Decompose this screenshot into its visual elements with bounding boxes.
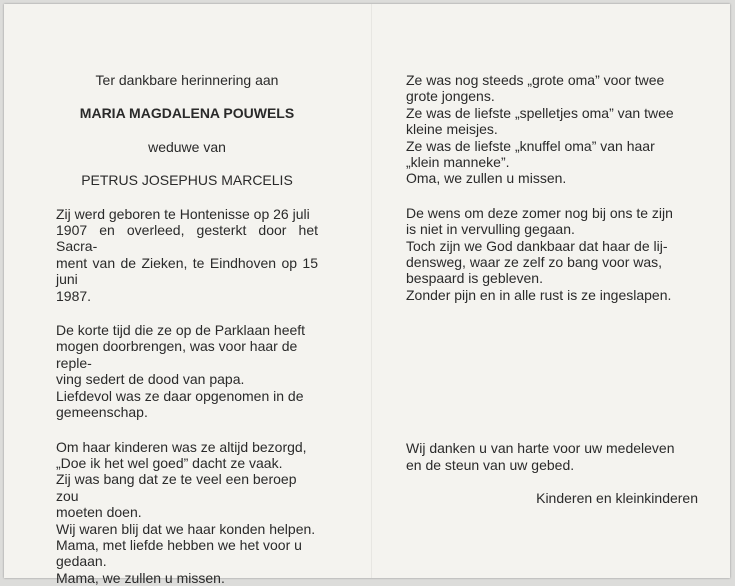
paragraph-line: Ze was de liefste „spelletjes oma” van twee <box>406 105 694 121</box>
paragraph-line: „klein manneke”. <box>406 154 694 170</box>
paragraph-line: Toch zijn we God dankbaar dat haar de lij- <box>406 238 694 254</box>
paragraph-line: Ze was nog steeds „grote oma” voor twee <box>406 72 694 88</box>
parklaan-paragraph <box>56 322 318 420</box>
widow-of-text: weduwe van <box>56 139 318 155</box>
paragraph-line: grote jongens. <box>406 88 694 104</box>
card-fold <box>371 4 372 578</box>
paragraph-line: en de steun van uw gebed. <box>406 457 698 474</box>
paragraph-line: Ze was de liefste „knuffel oma” van haar <box>406 138 694 154</box>
paragraph-line: Wij waren blij dat we haar konden helpen. <box>56 521 318 537</box>
paragraph-line: Wij danken u van harte voor uw medeleven <box>406 440 698 457</box>
paragraph-line: Zij was bang dat ze te veel een beroep zou <box>56 471 318 504</box>
paragraph-line: gedaan. <box>56 553 318 569</box>
thanks-paragraph <box>406 440 698 474</box>
paragraph-line: kleine meisjes. <box>406 121 694 137</box>
paragraph-line: Om haar kinderen was ze altijd bezorgd, <box>56 439 318 455</box>
paragraph-line: Oma, we zullen u missen. <box>406 170 694 186</box>
paragraph-line: Zonder pijn en in alle rust is ze ingeslapen. <box>406 287 694 303</box>
paragraph-line: Mama, met liefde hebben we het voor u <box>56 537 318 553</box>
deceased-name: MARIA MAGDALENA POUWELS <box>56 105 318 121</box>
intro-text: Ter dankbare herinnering aan <box>56 72 318 88</box>
paragraph-line: „Doe ik het wel goed” dacht ze vaak. <box>56 455 318 471</box>
paragraph-line: ment van de Zieken, te Eindhoven op 15 juni <box>56 255 318 288</box>
paragraph-line: moeten doen. <box>56 504 318 520</box>
right-page <box>406 72 694 303</box>
paragraph-line: is niet in vervulling gegaan. <box>406 221 694 237</box>
paragraph-line: 1987. <box>56 288 318 304</box>
wish-paragraph <box>406 205 694 303</box>
paragraph-line: gemeenschap. <box>56 404 318 420</box>
paragraph-line: ving sedert de dood van papa. <box>56 371 318 387</box>
paragraph-line: Zij werd geboren te Hontenisse op 26 juli <box>56 206 318 222</box>
paragraph-line: densweg, waar ze zelf zo bang voor was, <box>406 254 694 270</box>
paragraph-line: bespaard is gebleven. <box>406 270 694 286</box>
paragraph-line: Liefdevol was ze daar opgenomen in de <box>56 388 318 404</box>
birth-paragraph <box>56 206 318 304</box>
oma-paragraph <box>406 72 694 187</box>
paragraph-line: De wens om deze zomer nog bij ons te zijn <box>406 205 694 221</box>
children-paragraph <box>56 439 318 586</box>
paragraph-line: De korte tijd die ze op de Parklaan heeft <box>56 322 318 338</box>
signature: Kinderen en kleinkinderen <box>406 490 698 506</box>
paragraph-line: Mama, we zullen u missen. <box>56 570 318 586</box>
husband-name: PETRUS JOSEPHUS MARCELIS <box>56 172 318 188</box>
left-page <box>56 72 318 586</box>
paragraph-line: mogen doorbrengen, was voor haar de reple- <box>56 338 318 371</box>
paragraph-line: 1907 en overleed, gesterkt door het Sacra- <box>56 222 318 255</box>
